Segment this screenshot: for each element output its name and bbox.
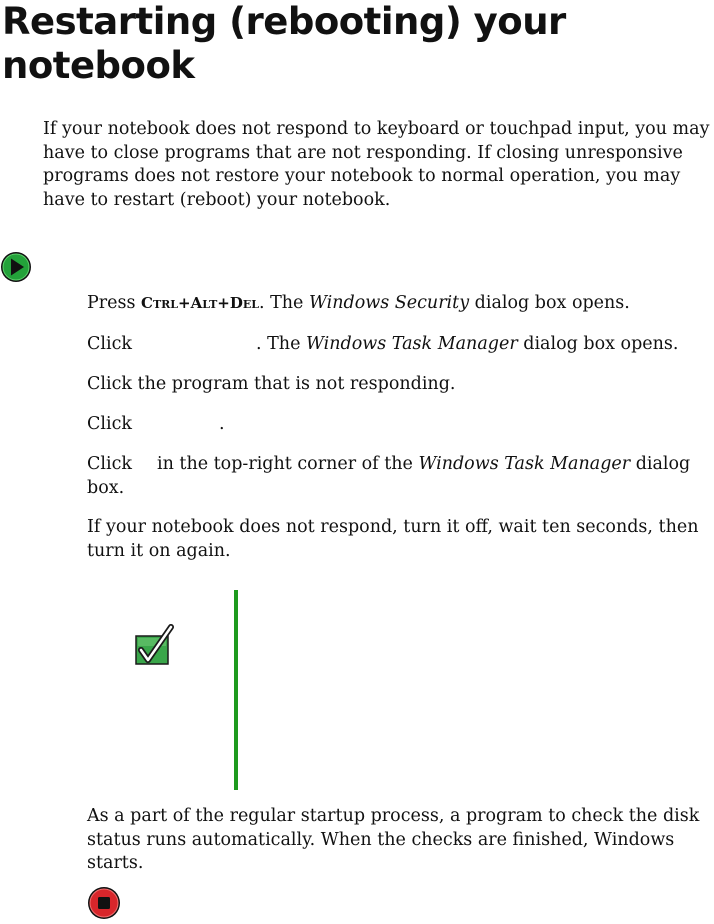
- step-6: If your notebook does not respond, turn it off, wait ten seconds, then turn it on again.: [87, 517, 699, 561]
- key-combo: Ctrl+Alt+Del: [141, 294, 259, 312]
- dialog-name: Windows Task Manager: [418, 454, 631, 474]
- stop-icon: [87, 886, 121, 920]
- step-3: Click the program that is not responding.: [87, 374, 456, 394]
- step-1-mid: . The: [258, 293, 309, 313]
- step-5: [87, 453, 714, 500]
- step-2-prefix: Click: [87, 334, 132, 354]
- page-title: Restarting (rebooting) your notebook: [2, 0, 566, 87]
- step-5-prefix: Click: [87, 454, 132, 474]
- step-1: [87, 292, 714, 316]
- step-4: [87, 413, 714, 437]
- result-paragraph: As a part of the regular startup process, a program to check the disk status runs automatically. When the checks are finished, Windows starts.: [87, 806, 700, 873]
- intro-paragraph: If your notebook does not respond to keyboard or touchpad input, you may have to close programs that are not responding. If closing unresponsive programs does not restore your notebook to normal operation, you may have to restart (reboot) your notebook.: [43, 119, 710, 210]
- step-1-prefix: Press: [87, 293, 142, 313]
- dialog-name: Windows Security: [308, 293, 470, 313]
- step-2: [87, 333, 714, 357]
- step-2-suffix: dialog box opens.: [517, 334, 679, 354]
- checkmark-icon: [132, 622, 176, 670]
- play-icon: [0, 251, 32, 283]
- step-4-suffix: .: [219, 414, 225, 434]
- dialog-name: Windows Task Manager: [306, 334, 518, 354]
- step-4-prefix: Click: [87, 414, 132, 434]
- step-1-suffix: dialog box opens.: [469, 293, 630, 313]
- tip-divider: [234, 590, 238, 790]
- step-5-mid: in the top-right corner of the: [157, 454, 419, 474]
- step-5-suffix: dialog box.: [87, 454, 691, 498]
- step-2-mid: . The: [256, 334, 306, 354]
